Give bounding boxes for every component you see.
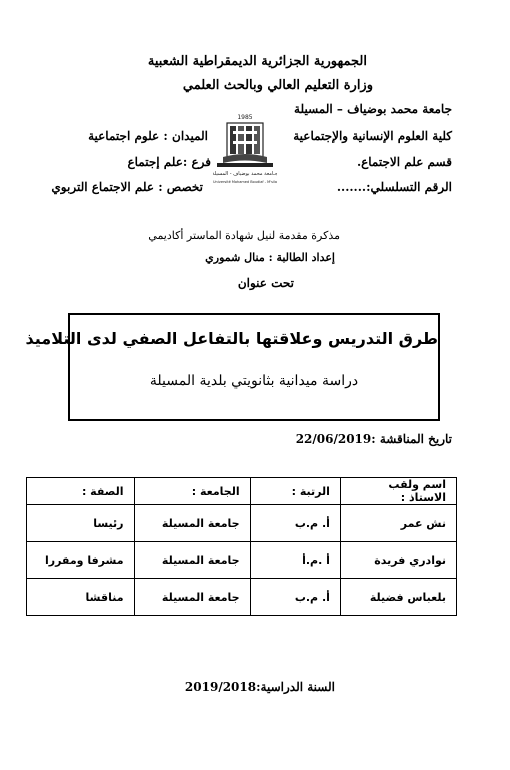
prepared-by: إعداد الطالبة : منال شموري bbox=[205, 251, 335, 264]
committee-header-row bbox=[27, 478, 457, 505]
university-emblem-icon bbox=[213, 111, 277, 187]
member-rank: أ. م.ب bbox=[250, 505, 340, 542]
thesis-title: طرق التدريس وعلاقتها بالتفاعل الصفي لدى التلاميذ bbox=[25, 329, 438, 348]
member-name: بلعباس فضيلة bbox=[340, 579, 456, 616]
field-line: الميدان : علوم اجتماعية bbox=[88, 129, 208, 143]
logo-year: 1985 bbox=[237, 114, 253, 121]
faculty-line: كلية العلوم الإنسانية والإجتماعية bbox=[293, 129, 452, 143]
table-row bbox=[27, 542, 457, 579]
member-university: جامعة المسيلة bbox=[134, 579, 250, 616]
university-logo bbox=[213, 111, 277, 187]
memo-intro: مذكرة مقدمة لنيل شهادة الماستر أكاديمي bbox=[148, 229, 340, 242]
member-role: رئيسا bbox=[27, 505, 135, 542]
university-line: جامعة محمد بوضياف – المسيلة bbox=[294, 102, 452, 116]
header-name: اسم ولقب الاستاذ : bbox=[340, 478, 456, 505]
header-rank: الرتبة : bbox=[250, 478, 340, 505]
member-name: نش عمر bbox=[340, 505, 456, 542]
thesis-title-box bbox=[25, 313, 440, 421]
title-label: تحت عنوان bbox=[237, 276, 294, 290]
member-role: مشرفا ومقررا bbox=[27, 542, 135, 579]
member-rank: أ. م.ب bbox=[250, 579, 340, 616]
specialty-line: تخصص : علم الاجتماع التربوي bbox=[51, 180, 203, 194]
member-university: جامعة المسيلة bbox=[134, 505, 250, 542]
member-role: مناقشا bbox=[27, 579, 135, 616]
header-university: الجامعة : bbox=[134, 478, 250, 505]
thesis-subtitle: دراسة ميدانية بثانويتي بلدية المسيلة bbox=[149, 373, 359, 389]
committee-table bbox=[26, 477, 457, 616]
table-row bbox=[27, 505, 457, 542]
header-role: الصفة : bbox=[27, 478, 135, 505]
logo-name-fr: Université Mohamed Boudiaf - M'sila bbox=[213, 180, 277, 184]
member-name: نوادري فريدة bbox=[340, 542, 456, 579]
table-row bbox=[27, 579, 457, 616]
serial-line: الرقم التسلسلي:....... bbox=[336, 180, 452, 194]
branch-line: فرع :علم إجتماع bbox=[127, 155, 211, 169]
republic-line: الجمهورية الجزائرية الديمقراطية الشعبية bbox=[147, 54, 367, 69]
defense-date: تاريخ المناقشة :22/06/2019 bbox=[295, 432, 452, 446]
logo-name-ar: جـامعة محمد بوضياف - المسيلة bbox=[213, 171, 277, 177]
department-line: قسم علم الاجتماع. bbox=[356, 155, 452, 169]
academic-year: السنة الدراسية:2019/2018 bbox=[184, 680, 335, 694]
member-university: جامعة المسيلة bbox=[134, 542, 250, 579]
member-rank: أ .م.أ bbox=[250, 542, 340, 579]
ministry-line: وزارة التعليم العالي وبالحث العلمي bbox=[182, 78, 373, 93]
